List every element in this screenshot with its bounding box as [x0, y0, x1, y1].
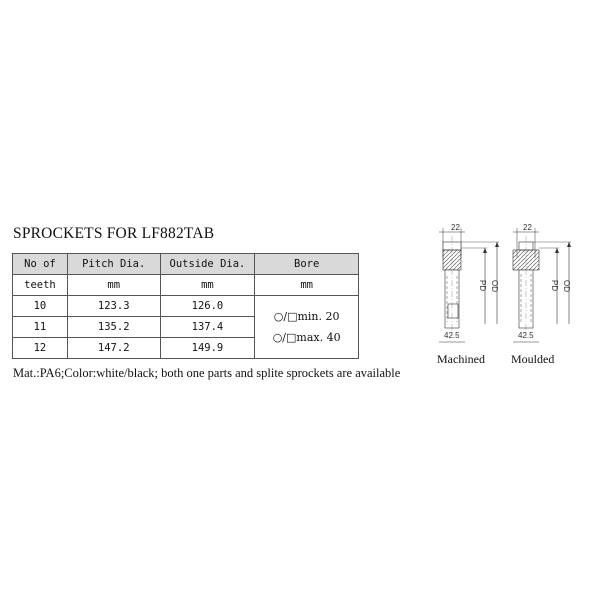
machined-pd-label: PD	[478, 280, 487, 292]
moulded-caption: Moulded	[511, 352, 555, 366]
moulded-pd-label: PD	[550, 280, 559, 292]
machined-od-label: OD	[490, 280, 499, 292]
unit-pitch: mm	[67, 275, 160, 296]
table-header-row	[13, 254, 359, 275]
bore-min-label: min. 20	[297, 309, 340, 323]
pitch-cell: 147.2	[67, 338, 160, 359]
page-title: SPROCKETS FOR LF882TAB	[13, 225, 215, 242]
outside-cell: 126.0	[160, 296, 255, 317]
bore-min-symbol: ○/□	[273, 309, 298, 323]
machined-caption: Machined	[437, 352, 485, 366]
pitch-cell: 123.3	[67, 296, 160, 317]
teeth-cell: 11	[13, 317, 68, 338]
teeth-cell: 10	[13, 296, 68, 317]
teeth-cell: 12	[13, 338, 68, 359]
moulded-sprocket-drawing	[513, 223, 571, 342]
header-outside-dia: Outside Dia.	[160, 254, 255, 275]
unit-bore: mm	[255, 275, 359, 296]
table-units-row	[13, 275, 359, 296]
unit-teeth: teeth	[13, 275, 68, 296]
outside-cell: 137.4	[160, 317, 255, 338]
moulded-width-dim: 22	[523, 223, 532, 232]
header-no-of: No of	[13, 254, 68, 275]
material-note: Mat.:PA6;Color:white/black; both one parts and splite sprockets are available	[13, 366, 401, 380]
moulded-hub-dim: 42.5	[518, 331, 534, 340]
header-pitch-dia: Pitch Dia.	[67, 254, 160, 275]
bore-range-cell	[255, 296, 359, 359]
bore-max-label: max. 40	[296, 331, 341, 344]
header-bore: Bore	[255, 254, 359, 275]
unit-outside: mm	[160, 275, 255, 296]
machined-hub-dim: 42.5	[444, 331, 460, 340]
moulded-od-label: OD	[562, 280, 571, 292]
pitch-cell: 135.2	[67, 317, 160, 338]
table-row	[13, 296, 359, 317]
machined-width-dim: 22	[451, 223, 460, 232]
sprocket-spec-table	[12, 253, 359, 359]
sprocket-drawings	[425, 218, 585, 348]
bore-min	[255, 310, 358, 323]
bore-max	[255, 331, 358, 344]
outside-cell: 149.9	[160, 338, 255, 359]
machined-sprocket-drawing	[439, 223, 499, 342]
bore-max-symbol: ○/□	[272, 331, 297, 344]
